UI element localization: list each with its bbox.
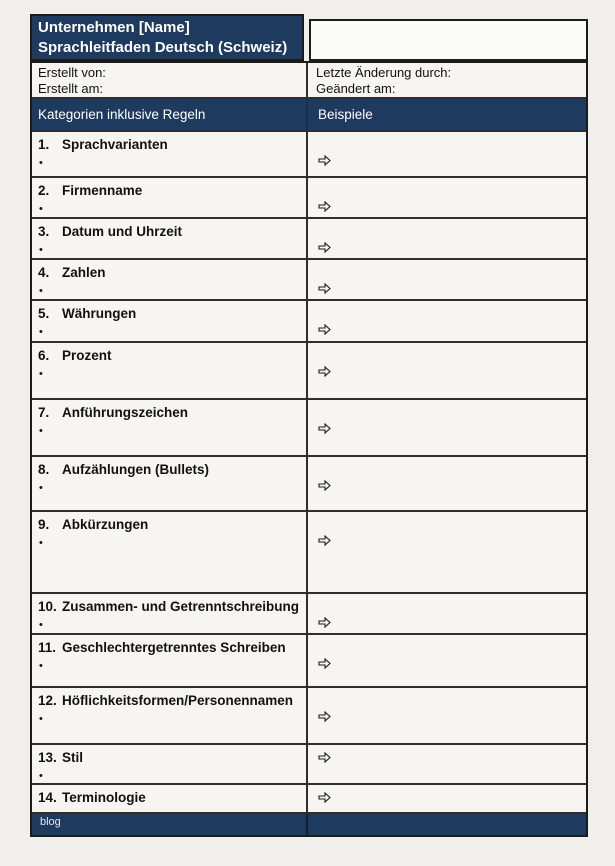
right-arrow-icon — [318, 535, 331, 546]
category-cell — [32, 260, 308, 299]
category-row-5 — [32, 301, 586, 343]
category-label: Prozent — [62, 348, 112, 363]
bullet-icon: • — [39, 537, 43, 549]
category-number: 9. — [38, 517, 50, 532]
category-cell — [32, 688, 308, 743]
column-header-examples: Beispiele — [318, 107, 373, 122]
bullet-icon: • — [39, 425, 43, 437]
category-row-9 — [32, 512, 586, 594]
category-cell — [32, 512, 308, 592]
category-number: 1. — [38, 137, 50, 152]
right-arrow-icon — [318, 792, 331, 803]
right-arrow-icon — [318, 617, 331, 628]
category-number: 4. — [38, 265, 50, 280]
category-number: 7. — [38, 405, 50, 420]
category-row-14 — [32, 785, 586, 814]
created-on-label: Erstellt am: — [38, 81, 104, 96]
category-cell — [32, 301, 308, 341]
category-cell — [32, 400, 308, 455]
example-cell — [308, 785, 586, 812]
example-cell — [308, 343, 586, 398]
example-cell — [308, 178, 586, 217]
category-number: 11. — [38, 640, 57, 655]
bullet-icon: • — [39, 203, 43, 215]
right-arrow-icon — [318, 366, 331, 377]
right-arrow-icon — [318, 752, 331, 763]
title-bar — [30, 14, 588, 61]
right-arrow-icon — [318, 711, 331, 722]
category-row-13 — [32, 745, 586, 785]
right-arrow-icon — [318, 201, 331, 212]
category-label: Geschlechtergetrenntes Schreiben — [62, 640, 286, 655]
category-number: 3. — [38, 224, 50, 239]
watermark-text: blog — [32, 814, 308, 835]
category-label: Abkürzungen — [62, 517, 149, 532]
bullet-icon: • — [39, 660, 43, 672]
category-cell — [32, 594, 308, 633]
category-row-10 — [32, 594, 586, 635]
category-cell — [32, 457, 308, 510]
category-label: Anführungszeichen — [62, 405, 189, 420]
document-title — [30, 14, 304, 61]
bullet-icon: • — [39, 770, 43, 782]
example-cell — [308, 301, 586, 341]
example-cell — [308, 132, 586, 176]
example-cell — [308, 745, 586, 783]
category-label: Höflichkeitsformen/Personennamen — [62, 693, 294, 708]
example-cell — [308, 635, 586, 686]
category-row-4 — [32, 260, 586, 301]
right-arrow-icon — [318, 283, 331, 294]
category-number: 14. — [38, 790, 57, 805]
category-row-1 — [32, 132, 586, 178]
bullet-icon: • — [39, 713, 43, 725]
created-cell — [32, 63, 308, 97]
category-row-7 — [32, 400, 586, 457]
category-number: 8. — [38, 462, 50, 477]
meta-row — [32, 63, 586, 99]
example-cell — [308, 457, 586, 510]
bullet-icon: • — [39, 482, 43, 494]
right-arrow-icon — [318, 423, 331, 434]
changed-cell — [308, 63, 586, 97]
category-row-2 — [32, 178, 586, 219]
category-label: Währungen — [62, 306, 137, 321]
title-guide-line: Sprachleitfaden Deutsch (Schweiz) — [38, 39, 288, 56]
style-guide-table — [30, 14, 588, 837]
category-number: 12. — [38, 693, 57, 708]
category-cell — [32, 219, 308, 258]
category-number: 13. — [38, 750, 57, 765]
right-arrow-icon — [318, 658, 331, 669]
bullet-icon: • — [39, 285, 43, 297]
category-label: Zusammen- und Getrenntschreibung — [62, 599, 300, 614]
category-row-11 — [32, 635, 586, 688]
category-number: 2. — [38, 183, 50, 198]
column-header-categories: Kategorien inklusive Regeln — [32, 99, 308, 130]
changed-on-label: Geändert am: — [316, 81, 396, 96]
bullet-icon: • — [39, 619, 43, 631]
title-empty-cell — [309, 19, 588, 61]
bullet-icon: • — [39, 368, 43, 380]
right-arrow-icon — [318, 324, 331, 335]
created-by-label: Erstellt von: — [38, 65, 106, 80]
bullet-icon: • — [39, 326, 43, 338]
category-label: Stil — [62, 750, 84, 765]
example-cell — [308, 688, 586, 743]
category-row-12 — [32, 688, 586, 745]
example-cell — [308, 594, 586, 633]
category-number: 6. — [38, 348, 50, 363]
bullet-icon: • — [39, 157, 43, 169]
category-row-8 — [32, 457, 586, 512]
right-arrow-icon — [318, 242, 331, 253]
title-company-line: Unternehmen [Name] — [38, 19, 190, 36]
category-row-6 — [32, 343, 586, 400]
category-label: Firmenname — [62, 183, 143, 198]
category-number: 5. — [38, 306, 50, 321]
watermark-bar-right — [308, 814, 586, 835]
changed-by-label: Letzte Änderung durch: — [316, 65, 452, 80]
category-cell — [32, 132, 308, 176]
category-cell — [32, 635, 308, 686]
category-cell — [32, 178, 308, 217]
example-cell — [308, 512, 586, 592]
right-arrow-icon — [318, 480, 331, 491]
example-cell — [308, 219, 586, 258]
category-cell — [32, 785, 308, 812]
bullet-icon: • — [39, 244, 43, 256]
column-header-row — [32, 99, 586, 132]
category-row-3 — [32, 219, 586, 260]
category-cell — [32, 343, 308, 398]
watermark-bar — [32, 814, 586, 837]
category-cell — [32, 745, 308, 783]
category-label: Zahlen — [62, 265, 106, 280]
categories-table — [30, 61, 588, 837]
category-number: 10. — [38, 599, 57, 614]
example-cell — [308, 260, 586, 299]
category-label: Aufzählungen (Bullets) — [62, 462, 209, 477]
right-arrow-icon — [318, 155, 331, 166]
example-cell — [308, 400, 586, 455]
category-label: Terminologie — [62, 790, 146, 805]
category-label: Sprachvarianten — [62, 137, 168, 152]
category-label: Datum und Uhrzeit — [62, 224, 182, 239]
